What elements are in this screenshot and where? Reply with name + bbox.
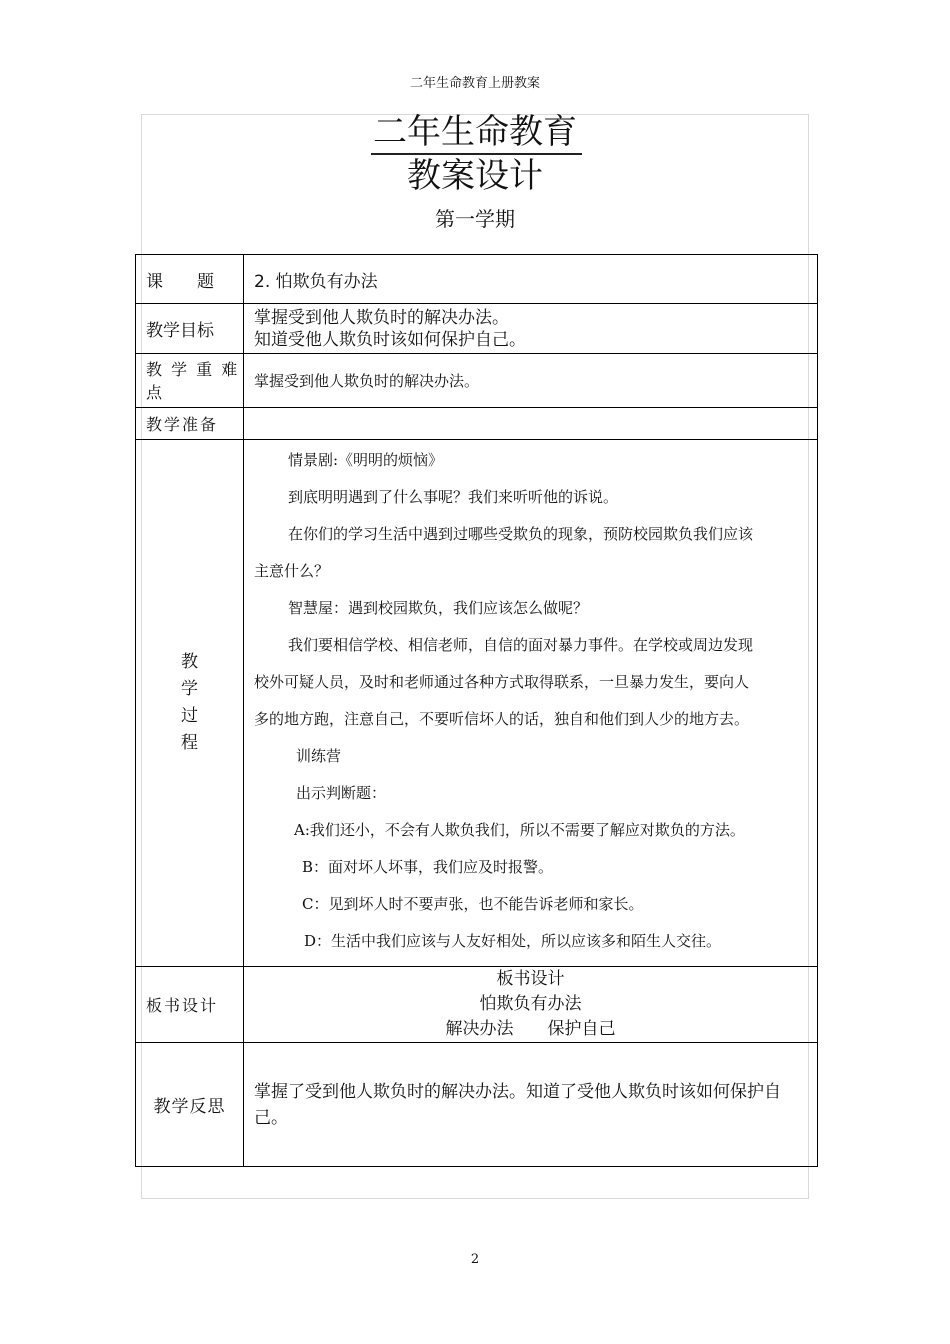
sub-title: 教案设计	[407, 156, 543, 196]
objectives-value	[244, 304, 818, 354]
process-paragraph: 在你们的学习生活中遇到过哪些受欺负的现象，预防校园欺负我们应该	[288, 525, 754, 543]
keypoints-label: 教 学 重 难 点	[136, 354, 244, 408]
keypoints-row	[136, 354, 818, 408]
process-paragraph: B：面对坏人坏事，我们应及时报警。	[302, 858, 554, 876]
process-paragraph: 情景剧:《明明的烦恼》	[288, 451, 444, 469]
keypoints-value: 掌握受到他人欺负时的解决办法。	[244, 354, 818, 408]
process-paragraph: 我们要相信学校、相信老师，自信的面对暴力事件。在学校或周边发现	[288, 636, 754, 654]
preparation-row	[136, 408, 818, 440]
board-line: 板书设计	[496, 969, 565, 989]
board-line: 解决办法 保护自己	[445, 1019, 616, 1039]
process-label	[136, 440, 244, 967]
lesson-plan-table	[135, 254, 818, 1167]
process-label-char: 学	[181, 679, 198, 699]
page-number: 2	[470, 1252, 480, 1267]
process-paragraph: D：生活中我们应该与人友好相处，所以应该多和陌生人交往。	[304, 932, 722, 950]
process-label-char: 过	[181, 706, 198, 726]
board-line: 怕欺负有办法	[479, 994, 582, 1014]
process-paragraph: A:我们还小，不会有人欺负我们，所以不需要了解应对欺负的方法。	[294, 821, 745, 839]
process-row	[136, 440, 818, 967]
topic-label: 课 题	[136, 255, 244, 304]
process-paragraph: 主意什么？	[254, 562, 330, 580]
reflection-value: 掌握了受到他人欺负时的解决办法。知道了受他人欺负时该如何保护自己。	[244, 1043, 818, 1167]
semester-label: 第一学期	[435, 207, 515, 231]
process-paragraph: C：见到坏人时不要声张，也不能告诉老师和家长。	[302, 895, 644, 913]
topic-value: 2. 怕欺负有办法	[244, 255, 818, 304]
process-paragraph: 智慧屋：遇到校园欺负，我们应该怎么做呢？	[288, 599, 589, 617]
objectives-row	[136, 304, 818, 354]
board-design	[244, 967, 818, 1043]
process-content	[244, 440, 818, 967]
reflection-label: 教学反思	[136, 1043, 244, 1167]
preparation-label: 教学准备	[136, 408, 244, 440]
process-paragraph: 训练营	[296, 747, 342, 765]
board-label: 板书设计	[136, 967, 244, 1043]
main-title: 二年生命教育	[373, 112, 577, 152]
process-paragraph: 校外可疑人员，及时和老师通过各种方式取得联系，一旦暴力发生，要向人	[254, 673, 750, 691]
objective-line: 掌握受到他人欺负时的解决办法。	[254, 307, 509, 328]
topic-row	[136, 255, 818, 304]
process-paragraph: 到底明明遇到了什么事呢？我们来听听他的诉说。	[288, 488, 619, 506]
board-row	[136, 967, 818, 1043]
process-paragraph: 多的地方跑，注意自己，不要听信坏人的话，独自和他们到人少的地方去。	[254, 710, 750, 728]
preparation-value	[244, 408, 818, 440]
process-label-char: 教	[181, 652, 198, 672]
reflection-row	[136, 1043, 818, 1167]
objectives-label: 教学目标	[136, 304, 244, 354]
process-label-char: 程	[181, 733, 198, 753]
process-paragraph: 出示判断题：	[296, 784, 387, 802]
page-header: 二年生命教育上册教案	[409, 76, 540, 91]
objective-line: 知道受他人欺负时该如何保护自己。	[254, 329, 526, 350]
